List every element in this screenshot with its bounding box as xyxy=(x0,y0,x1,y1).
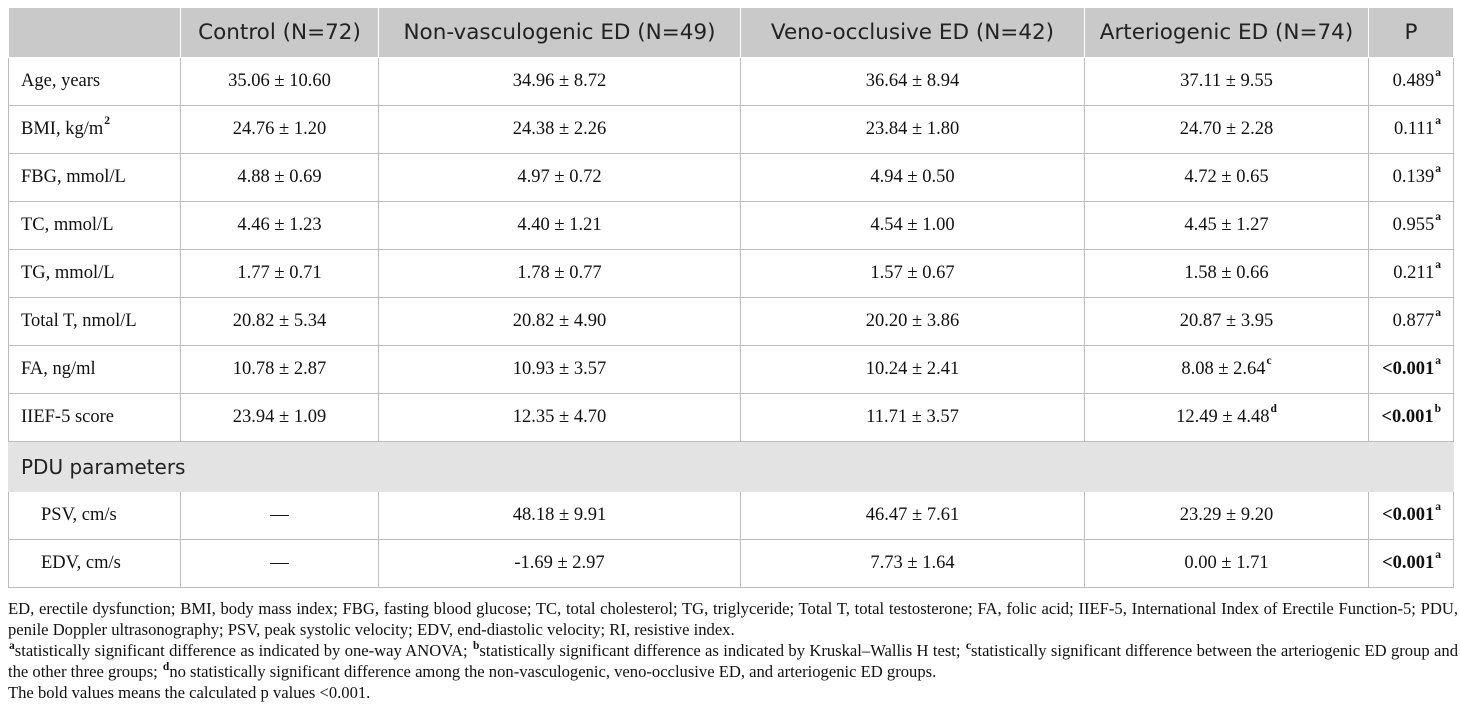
p-value: 0.877 xyxy=(1392,311,1435,331)
p-value-cell xyxy=(1369,346,1454,394)
cell-value: 10.93 ± 3.57 xyxy=(512,359,607,379)
cell-value: 4.45 ± 1.27 xyxy=(1184,215,1269,235)
cell-value: 4.94 ± 0.50 xyxy=(870,167,955,187)
row-label: FA, ng/ml xyxy=(21,359,96,379)
table-row xyxy=(9,154,1454,202)
value-cell xyxy=(741,58,1085,106)
cell-value: 20.87 ± 3.95 xyxy=(1179,311,1274,331)
value-cell xyxy=(181,202,379,250)
p-value-cell xyxy=(1369,298,1454,346)
header-cell-stub xyxy=(9,8,181,58)
row-label: EDV, cm/s xyxy=(41,553,121,573)
value-cell xyxy=(379,106,741,154)
row-label: FBG, mmol/L xyxy=(21,167,126,187)
value-cell xyxy=(181,154,379,202)
cell-value: 1.58 ± 0.66 xyxy=(1184,263,1269,283)
data-table xyxy=(8,7,1454,588)
value-cell xyxy=(181,58,379,106)
value-cell xyxy=(379,154,741,202)
row-label: PSV, cm/s xyxy=(41,505,117,525)
footnote-mark-a: a xyxy=(9,640,15,652)
p-value: <0.001 xyxy=(1381,407,1434,427)
value-cell xyxy=(1085,394,1369,442)
cell-value: 4.72 ± 0.65 xyxy=(1184,167,1269,187)
cell-value: 37.11 ± 9.55 xyxy=(1180,71,1273,91)
header-cell-p: P xyxy=(1369,8,1454,58)
cell-value: 20.82 ± 4.90 xyxy=(512,311,607,331)
row-label-cell xyxy=(9,106,181,154)
value-cell xyxy=(741,394,1085,442)
value-cell xyxy=(741,540,1085,588)
row-label-cell xyxy=(9,298,181,346)
value-cell xyxy=(1085,58,1369,106)
value-cell xyxy=(1085,202,1369,250)
header-cell-arteriogenic: Arteriogenic ED (N=74) xyxy=(1085,8,1369,58)
p-value-cell xyxy=(1369,394,1454,442)
row-label-cell xyxy=(9,394,181,442)
footnote-marker: a xyxy=(1435,355,1441,367)
footnote-a-text: statistically significant difference as indicated by one-way ANOVA; xyxy=(14,641,473,660)
row-label-cell xyxy=(9,154,181,202)
value-cell xyxy=(379,202,741,250)
p-value-cell xyxy=(1369,154,1454,202)
footnote-mark-c: c xyxy=(965,640,971,652)
cell-value: 24.38 ± 2.26 xyxy=(512,119,607,139)
value-cell xyxy=(1085,250,1369,298)
value-cell xyxy=(181,346,379,394)
header-cell-control: Control (N=72) xyxy=(181,8,379,58)
value-cell xyxy=(181,540,379,588)
value-cell xyxy=(741,154,1085,202)
footnote-marker: a xyxy=(1435,501,1441,513)
cell-value: 35.06 ± 10.60 xyxy=(228,71,331,91)
p-value: <0.001 xyxy=(1382,505,1435,525)
cell-value: 48.18 ± 9.91 xyxy=(512,505,607,525)
footnote-marker: a xyxy=(1435,211,1441,223)
cell-value: 20.82 ± 5.34 xyxy=(232,311,327,331)
value-cell xyxy=(741,202,1085,250)
cell-value: — xyxy=(270,505,289,525)
row-label-cell xyxy=(9,202,181,250)
table-row xyxy=(9,250,1454,298)
table-row xyxy=(9,346,1454,394)
row-label: BMI, kg/m xyxy=(21,119,104,139)
row-label-cell xyxy=(9,540,181,588)
cell-value: 4.46 ± 1.23 xyxy=(237,215,322,235)
row-label: TC, mmol/L xyxy=(21,215,114,235)
p-value: 0.489 xyxy=(1392,71,1435,91)
footnote-mark-b: b xyxy=(473,640,480,652)
cell-value: 12.49 ± 4.48 xyxy=(1176,407,1270,427)
bold-values-note: The bold values means the calculated p values <0.001. xyxy=(8,683,371,702)
value-cell xyxy=(741,346,1085,394)
value-cell xyxy=(1085,298,1369,346)
p-value: <0.001 xyxy=(1382,553,1435,573)
p-value: 0.211 xyxy=(1393,263,1435,283)
header-cell-veno-occlusive: Veno-occlusive ED (N=42) xyxy=(741,8,1085,58)
value-cell xyxy=(181,106,379,154)
section-label: PDU parameters xyxy=(9,442,1454,492)
footnote-marker: a xyxy=(1435,67,1441,79)
footnote-marker: d xyxy=(1270,403,1277,415)
cell-value: 34.96 ± 8.72 xyxy=(512,71,607,91)
row-label-cell xyxy=(9,58,181,106)
table-footnotes xyxy=(8,598,1458,703)
cell-value: 10.24 ± 2.41 xyxy=(865,359,960,379)
cell-value: 11.71 ± 3.57 xyxy=(866,407,959,427)
cell-value: 1.57 ± 0.67 xyxy=(870,263,955,283)
footnote-mark-d: d xyxy=(162,661,170,673)
p-value-cell xyxy=(1369,250,1454,298)
value-cell xyxy=(181,492,379,540)
footnote-c-text: statistically significant difference between the arteriogenic ED group and the other three groups; xyxy=(8,641,1458,681)
value-cell xyxy=(181,394,379,442)
header-cell-non-vasculogenic: Non-vasculogenic ED (N=49) xyxy=(379,8,741,58)
value-cell xyxy=(1085,106,1369,154)
cell-value: 0.00 ± 1.71 xyxy=(1184,553,1269,573)
table-row xyxy=(9,492,1454,540)
value-cell xyxy=(1085,540,1369,588)
table-row xyxy=(9,106,1454,154)
cell-value: 23.84 ± 1.80 xyxy=(865,119,960,139)
cell-value: — xyxy=(270,553,289,573)
cell-value: 10.78 ± 2.87 xyxy=(232,359,327,379)
value-cell xyxy=(741,250,1085,298)
p-value: 0.139 xyxy=(1392,167,1435,187)
value-cell xyxy=(379,250,741,298)
table-body xyxy=(9,58,1454,588)
value-cell xyxy=(379,492,741,540)
cell-value: 4.54 ± 1.00 xyxy=(870,215,955,235)
cell-value: 24.70 ± 2.28 xyxy=(1179,119,1274,139)
row-label-cell xyxy=(9,250,181,298)
cell-value: 8.08 ± 2.64 xyxy=(1181,359,1266,379)
cell-value: 1.77 ± 0.71 xyxy=(237,263,322,283)
value-cell xyxy=(741,106,1085,154)
value-cell xyxy=(379,394,741,442)
footnote-marker: a xyxy=(1435,259,1441,271)
superscript: 2 xyxy=(104,115,110,127)
value-cell xyxy=(1085,492,1369,540)
cell-value: 1.78 ± 0.77 xyxy=(517,263,602,283)
cell-value: 20.20 ± 3.86 xyxy=(865,311,960,331)
table-row xyxy=(9,540,1454,588)
cell-value: 23.94 ± 1.09 xyxy=(232,407,327,427)
footnote-marker: a xyxy=(1435,115,1441,127)
cell-value: 12.35 ± 4.70 xyxy=(512,407,607,427)
value-cell xyxy=(379,58,741,106)
cell-value: 46.47 ± 7.61 xyxy=(865,505,960,525)
row-label: Total T, nmol/L xyxy=(21,311,137,331)
row-label-cell xyxy=(9,346,181,394)
p-value: 0.955 xyxy=(1392,215,1435,235)
cell-value: 24.76 ± 1.20 xyxy=(232,119,327,139)
row-label: IIEF-5 score xyxy=(21,407,114,427)
p-value-cell xyxy=(1369,492,1454,540)
p-value-cell xyxy=(1369,540,1454,588)
row-label: Age, years xyxy=(21,71,101,91)
table-row xyxy=(9,58,1454,106)
value-cell xyxy=(379,298,741,346)
footnote-marker: a xyxy=(1435,549,1441,561)
footnote-b-text: statistically significant difference as indicated by Kruskal–Wallis H test; xyxy=(479,641,965,660)
p-value: 0.111 xyxy=(1393,119,1435,139)
cell-value: 4.88 ± 0.69 xyxy=(237,167,322,187)
value-cell xyxy=(1085,154,1369,202)
footnote-marker: b xyxy=(1434,403,1441,415)
p-value-cell xyxy=(1369,202,1454,250)
significance-notes xyxy=(8,640,1458,682)
p-value: <0.001 xyxy=(1382,359,1435,379)
footnote-marker: a xyxy=(1435,307,1441,319)
value-cell xyxy=(741,492,1085,540)
value-cell xyxy=(741,298,1085,346)
footnote-marker: a xyxy=(1435,163,1441,175)
value-cell xyxy=(1085,346,1369,394)
value-cell xyxy=(181,250,379,298)
cell-value: 7.73 ± 1.64 xyxy=(870,553,955,573)
footnote-d-text: no statistically significant difference among the non-vasculogenic, veno-occlusive ED, and arteriogenic ED groups. xyxy=(169,662,937,681)
p-value-cell xyxy=(1369,106,1454,154)
section-row xyxy=(9,442,1454,492)
cell-value: 23.29 ± 9.20 xyxy=(1179,505,1274,525)
row-label-cell xyxy=(9,492,181,540)
p-value-cell xyxy=(1369,58,1454,106)
table-row xyxy=(9,394,1454,442)
cell-value: 4.97 ± 0.72 xyxy=(517,167,602,187)
value-cell xyxy=(379,540,741,588)
cell-value: 4.40 ± 1.21 xyxy=(517,215,602,235)
cell-value: -1.69 ± 2.97 xyxy=(514,553,605,573)
value-cell xyxy=(181,298,379,346)
header-row xyxy=(9,8,1454,58)
footnote-marker: c xyxy=(1266,355,1272,367)
table-row xyxy=(9,298,1454,346)
table-row xyxy=(9,202,1454,250)
abbreviations-note: ED, erectile dysfunction; BMI, body mass index; FBG, fasting blood glucose; TC, total cholesterol; TG, triglyceride; Total T, total testosterone; FA, folic acid; IIEF-5, International Index of Erectile Function-5; PDU, penile Doppler ultrasonography; PSV, peak systolic velocity; EDV, end-diastolic velocity; RI, resistive index. xyxy=(8,599,1458,639)
value-cell xyxy=(379,346,741,394)
row-label: TG, mmol/L xyxy=(21,263,115,283)
cell-value: 36.64 ± 8.94 xyxy=(865,71,960,91)
